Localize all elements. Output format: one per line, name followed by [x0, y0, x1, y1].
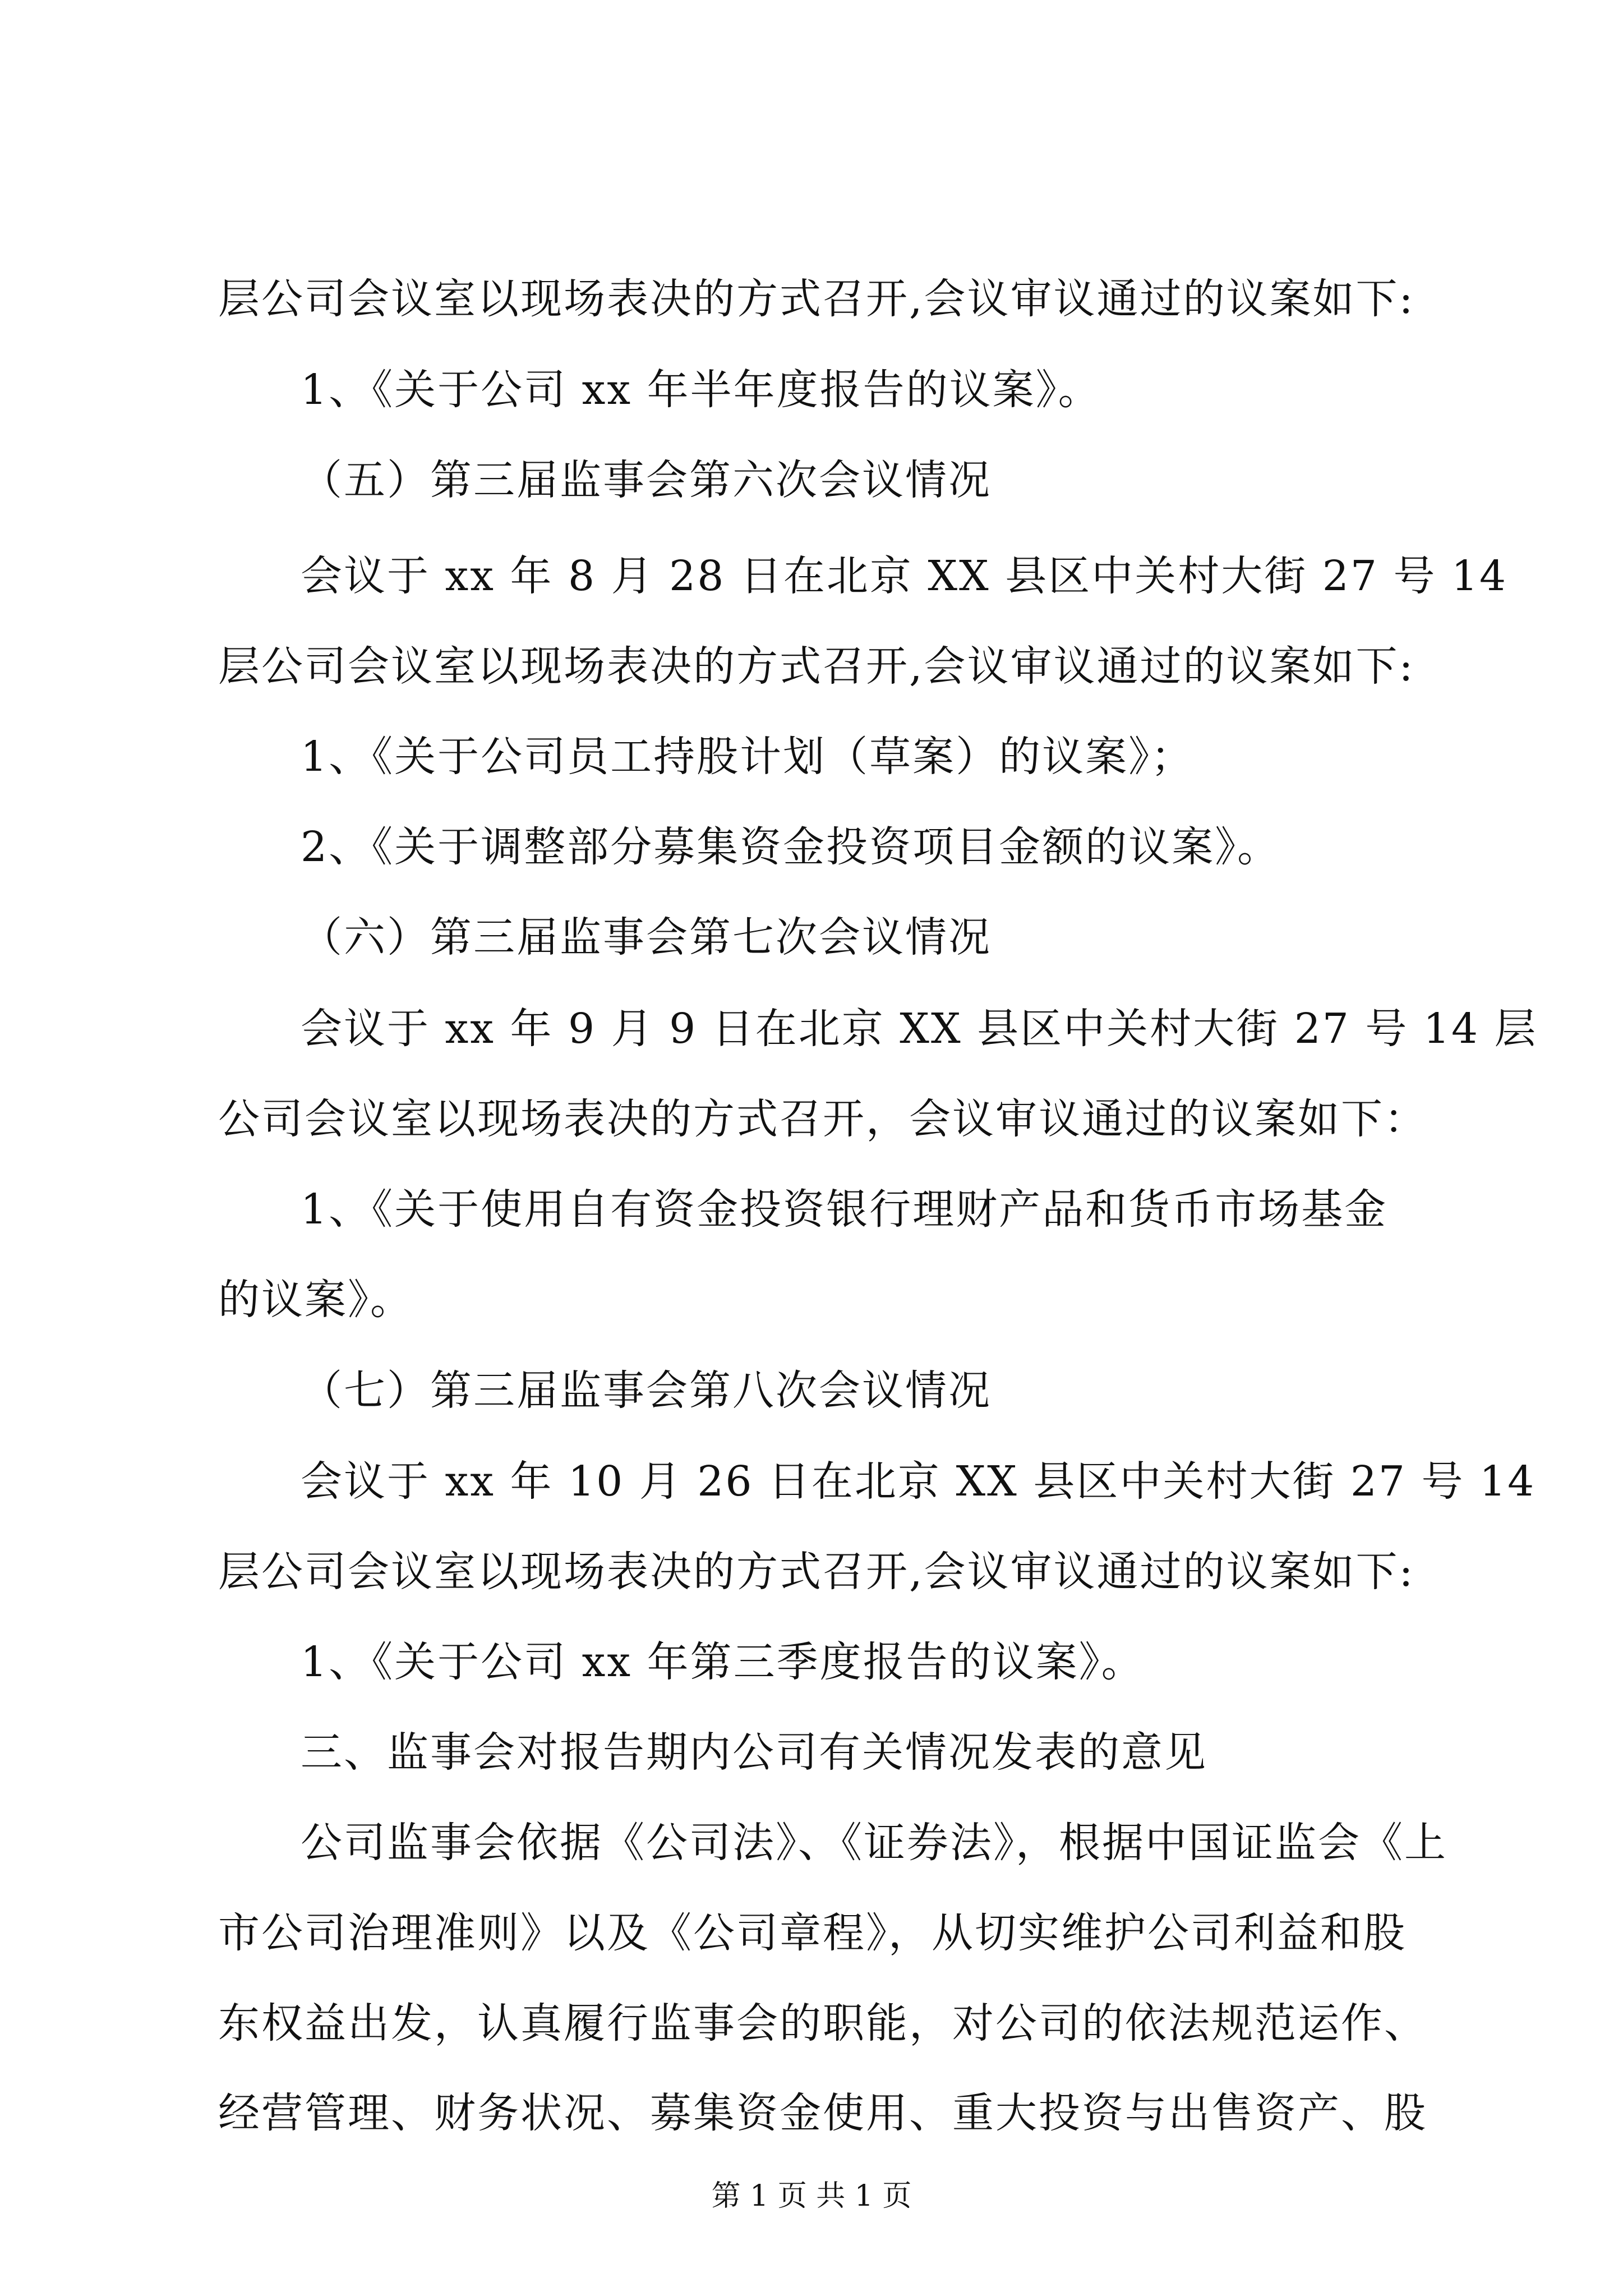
- text-line: 层公司会议室以现场表决的方式召开,会议审议通过的议案如下:: [218, 275, 1415, 323]
- section-heading: （七）第三届监事会第八次会议情况: [301, 1366, 992, 1415]
- section-heading: （六）第三届监事会第七次会议情况: [301, 913, 992, 961]
- text-line: 层公司会议室以现场表决的方式召开,会议审议通过的议案如下:: [218, 642, 1415, 691]
- text-line: 1、《关于公司员工持股计划（草案）的议案》；: [301, 733, 1195, 781]
- text-line: 经营管理、财务状况、募集资金使用、重大投资与出售资产、股: [218, 2089, 1427, 2137]
- text-line: 1、《关于使用自有资金投资银行理财产品和货币市场基金: [301, 1185, 1388, 1234]
- text-line: 1、《关于公司 xx 年第三季度报告的议案》。: [301, 1638, 1145, 1686]
- section-heading: （五）第三届监事会第六次会议情况: [301, 456, 992, 504]
- text-line: 会议于 xx 年 10 月 26 日在北京 XX 县区中关村大街 27 号 14: [301, 1457, 1536, 1506]
- text-line: 2、《关于调整部分募集资金投资项目金额的议案》。: [301, 823, 1281, 871]
- text-line: 1、《关于公司 xx 年半年度报告的议案》。: [301, 366, 1101, 414]
- text-line: 东权益出发，认真履行监事会的职能，对公司的依法规范运作、: [218, 1999, 1427, 2047]
- section-heading: 三、监事会对报告期内公司有关情况发表的意见: [301, 1728, 1207, 1777]
- text-line: 层公司会议室以现场表决的方式召开,会议审议通过的议案如下:: [218, 1548, 1415, 1596]
- text-line: 公司监事会依据《公司法》、《证券法》，根据中国证监会《上: [301, 1819, 1447, 1867]
- text-line: 的议案》。: [218, 1276, 413, 1324]
- text-line: 公司会议室以现场表决的方式召开，会议审议通过的议案如下：: [218, 1095, 1427, 1143]
- text-line: 会议于 xx 年 9 月 9 日在北京 XX 县区中关村大街 27 号 14 层: [301, 1005, 1538, 1053]
- text-line: 市公司治理准则》以及《公司章程》，从切实维护公司利益和股: [218, 1909, 1407, 1957]
- text-line: 会议于 xx 年 8 月 28 日在北京 XX 县区中关村大街 27 号 14: [301, 552, 1508, 600]
- page-footer: 第 1 页 共 1 页: [711, 2179, 912, 2213]
